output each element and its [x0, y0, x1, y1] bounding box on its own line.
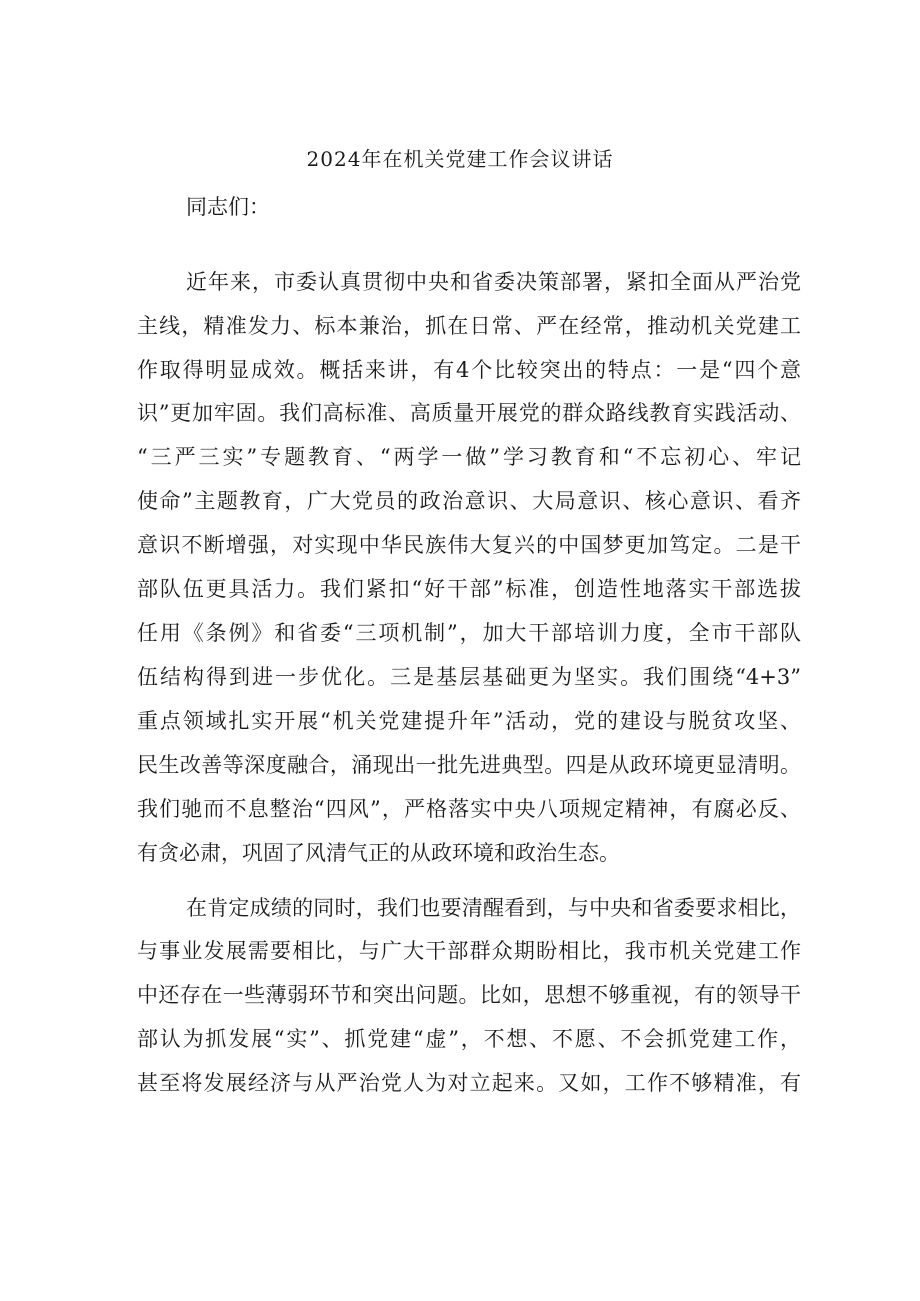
- paragraph-2-line: 在肯定成绩的同时，我们也要清醒看到，与中央和省委要求相比，: [186, 896, 801, 920]
- greeting: 同志们：: [186, 195, 270, 219]
- paragraph-1-line: 作取得明显成效。概括来讲，有4个比较突出的特点：一是“四个意: [137, 358, 801, 382]
- paragraph-2-line: 中还存在一些薄弱环节和突出问题。比如，思想不够重视，有的领导干: [137, 983, 801, 1007]
- paragraph-1-line: 识”更加牢固。我们高标准、高质量开展党的群众路线教育实践活动、: [137, 401, 801, 425]
- paragraph-1-line: 伍结构得到进一步优化。三是基层基础更为坚实。我们围绕“4+3”: [137, 665, 801, 689]
- paragraph-1-line: 我们驰而不息整治“四风”，严格落实中央八项规定精神，有腐必反、: [137, 797, 801, 821]
- paragraph-1-line: 重点领域扎实开展“机关党建提升年”活动，党的建设与脱贫攻坚、: [137, 709, 801, 733]
- paragraph-1-line: 民生改善等深度融合，涌现出一批先进典型。四是从政环境更显清明。: [137, 753, 801, 777]
- paragraph-1-line: 近年来，市委认真贯彻中央和省委决策部署，紧扣全面从严治党: [186, 270, 801, 294]
- paragraph-1-line: 主线，精准发力、标本兼治，抓在日常、严在经常，推动机关党建工: [137, 314, 801, 338]
- paragraph-1-line: 使命”主题教育，广大党员的政治意识、大局意识、核心意识、看齐: [137, 489, 801, 513]
- paragraph-1-line: 意识不断增强，对实现中华民族伟大复兴的中国梦更加笃定。二是干: [137, 533, 801, 557]
- paragraph-2-line: 与事业发展需要相比，与广大干部群众期盼相比，我市机关党建工作: [137, 939, 801, 963]
- paragraph-2-line: 甚至将发展经济与从严治党人为对立起来。又如，工作不够精准，有: [137, 1071, 801, 1095]
- paragraph-2-line: 部认为抓发展“实”、抓党建“虚”，不想、不愿、不会抓党建工作，: [137, 1027, 801, 1051]
- paragraph-1-line: 任用《条例》和省委“三项机制”，加大干部培训力度，全市干部队: [137, 621, 801, 645]
- paragraph-1-line: 有贪必肃，巩固了风清气正的从政环境和政治生态。: [137, 841, 620, 865]
- document-title: 2024年在机关党建工作会议讲话: [306, 147, 614, 171]
- paragraph-1-line: 部队伍更具活力。我们紧扣“好干部”标准，创造性地落实干部选拔: [137, 577, 801, 601]
- paragraph-1-line: “三严三实”专题教育、“两学一做”学习教育和“不忘初心、牢记: [137, 445, 801, 469]
